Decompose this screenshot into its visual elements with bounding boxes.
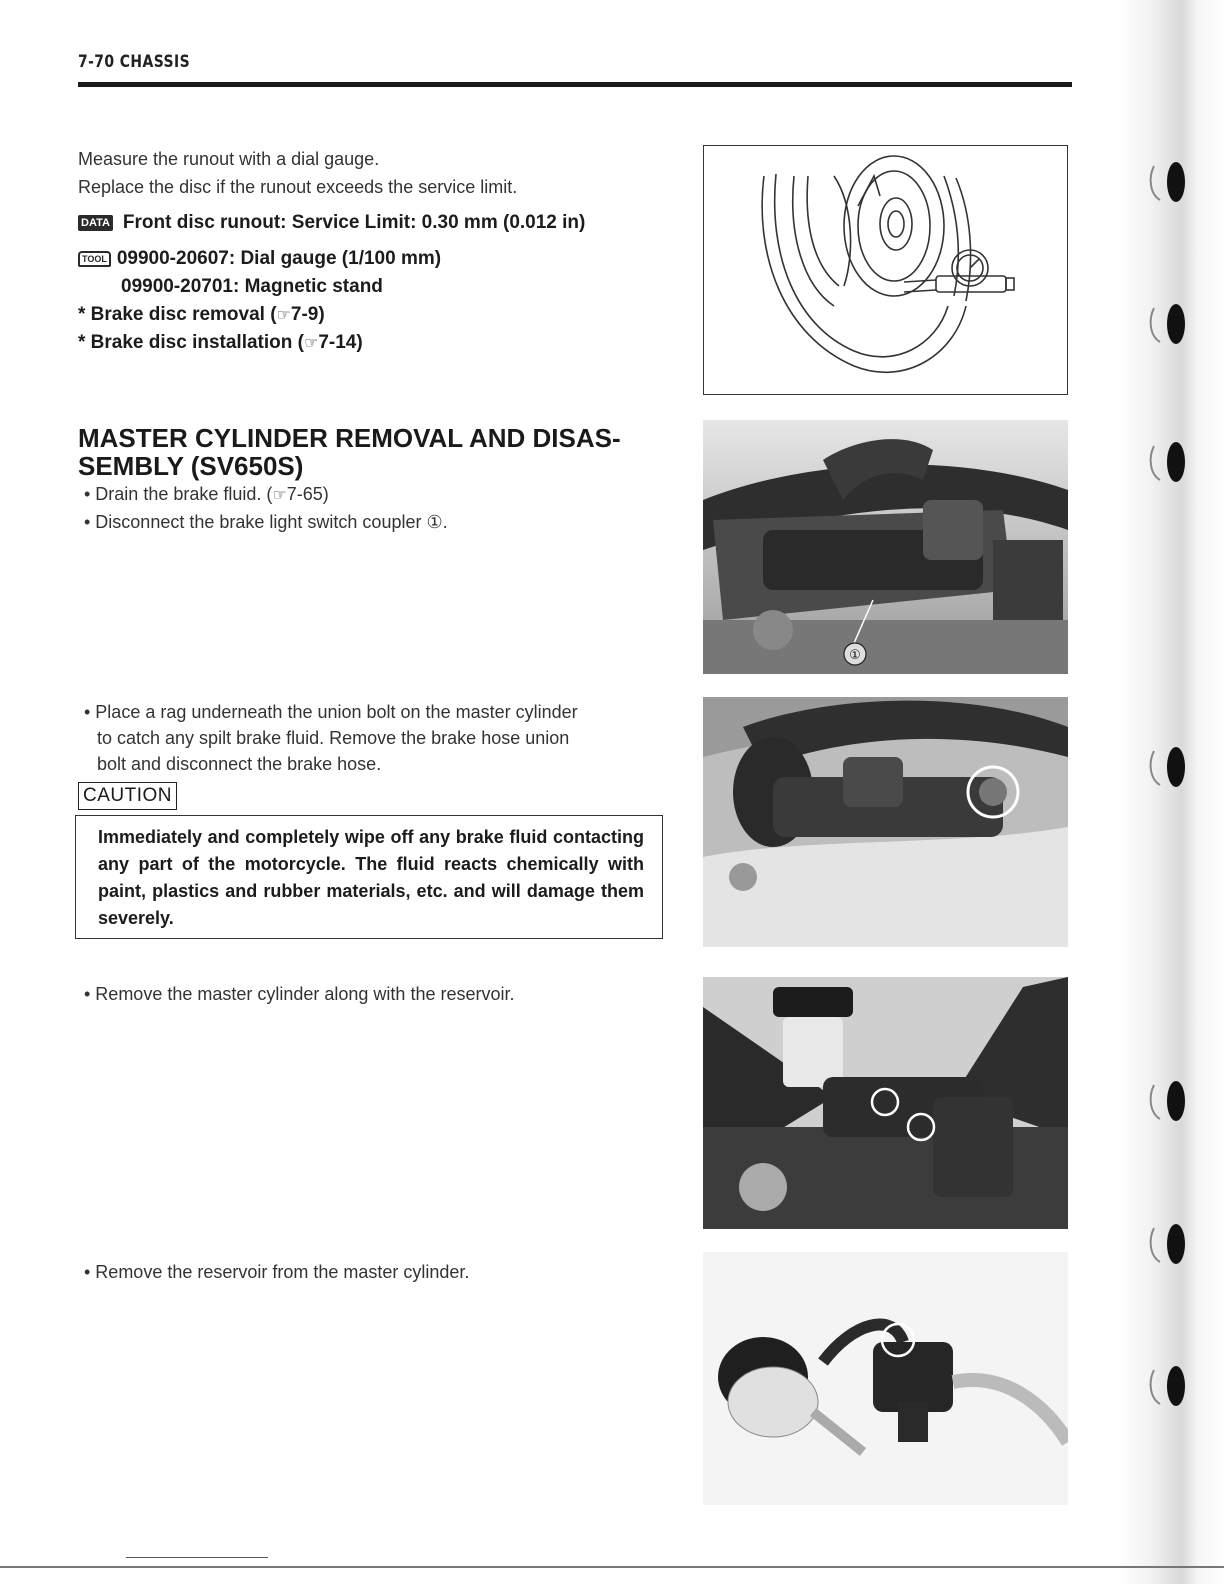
binder-ring-icon <box>1146 1362 1186 1408</box>
runout-spec-line <box>78 210 585 236</box>
runout-instruction-1: Measure the runout with a dial gauge. <box>78 149 380 169</box>
wheel-runout-illustration <box>704 146 1066 393</box>
ref-disc-removal-page: 7-9) <box>290 304 325 325</box>
binder-ring-icon <box>1146 158 1186 204</box>
ref-disc-removal-label: * Brake disc removal ( <box>78 304 277 325</box>
step-drain-fluid-text: • Drain the brake fluid. ( <box>84 484 273 504</box>
photo-union-bolt <box>703 697 1068 947</box>
section-title-line-1: MASTER CYLINDER REMOVAL AND DISAS- <box>78 423 621 453</box>
step-place-rag-1: • Place a rag underneath the union bolt on the master cylinder <box>84 702 578 722</box>
step-place-rag-3: bolt and disconnect the brake hose. <box>97 754 382 774</box>
binder-ring-icon <box>1146 300 1186 346</box>
footer-line <box>0 1566 1224 1568</box>
ref-disc-removal <box>78 302 325 329</box>
footer-mark <box>126 1557 268 1558</box>
step-drain-fluid-page: 7-65) <box>286 484 329 504</box>
binder-edge <box>1118 0 1224 1584</box>
binder-ring-icon <box>1146 743 1186 789</box>
dial-gauge-diagram <box>703 145 1068 395</box>
runout-spec: Front disc runout: Service Limit: 0.30 mm (0.012 in) <box>122 212 586 233</box>
tool-magnetic-stand: 09900-20701: Magnetic stand <box>121 276 383 297</box>
binder-ring-icon <box>1146 1220 1186 1266</box>
callout-1: ① <box>849 648 861 663</box>
data-icon: DATA <box>78 215 113 231</box>
photo-master-cylinder-reservoir <box>703 977 1068 1229</box>
page-reference-icon: ☞ <box>303 335 319 352</box>
tool-icon: TOOL <box>78 251 111 267</box>
section-title-line-2: SEMBLY (SV650S) <box>78 451 304 481</box>
step-remove-master-cylinder: • Remove the master cylinder along with the reservoir. <box>84 984 515 1004</box>
section-title <box>78 424 678 480</box>
caution-box <box>75 815 663 939</box>
step-remove-reservoir: • Remove the reservoir from the master cylinder. <box>84 1262 470 1282</box>
page-reference-icon: ☞ <box>272 487 287 504</box>
tool-line-1 <box>78 246 441 272</box>
tool-dial-gauge: 09900-20607: Dial gauge (1/100 mm) <box>116 248 442 269</box>
ref-disc-installation <box>78 330 363 357</box>
step-disconnect-coupler: • Disconnect the brake light switch coupler ①. <box>84 512 448 532</box>
runout-instruction-2: Replace the disc if the runout exceeds the service limit. <box>78 177 518 197</box>
page-header-title: 7-70 CHASSIS <box>78 52 191 72</box>
binder-ring-icon <box>1146 1077 1186 1123</box>
binder-ring-icon <box>1146 438 1186 484</box>
caution-label: CAUTION <box>78 782 177 810</box>
step-place-rag-2: to catch any spilt brake fluid. Remove the brake hose union <box>97 728 570 748</box>
photo-brake-switch-coupler <box>703 420 1068 674</box>
caution-text: Immediately and completely wipe off any brake fluid contacting any part of the motorcycle. The fluid reacts chemically with paint, plastics and rubber materials, etc. and will damage them severely. <box>98 827 644 928</box>
step-drain-fluid <box>84 481 329 509</box>
ref-disc-installation-label: * Brake disc installation ( <box>78 332 304 353</box>
page-reference-icon: ☞ <box>276 307 291 324</box>
ref-disc-installation-page: 7-14) <box>318 332 363 353</box>
photo-reservoir-removed <box>703 1252 1068 1505</box>
page-header <box>78 48 1072 87</box>
